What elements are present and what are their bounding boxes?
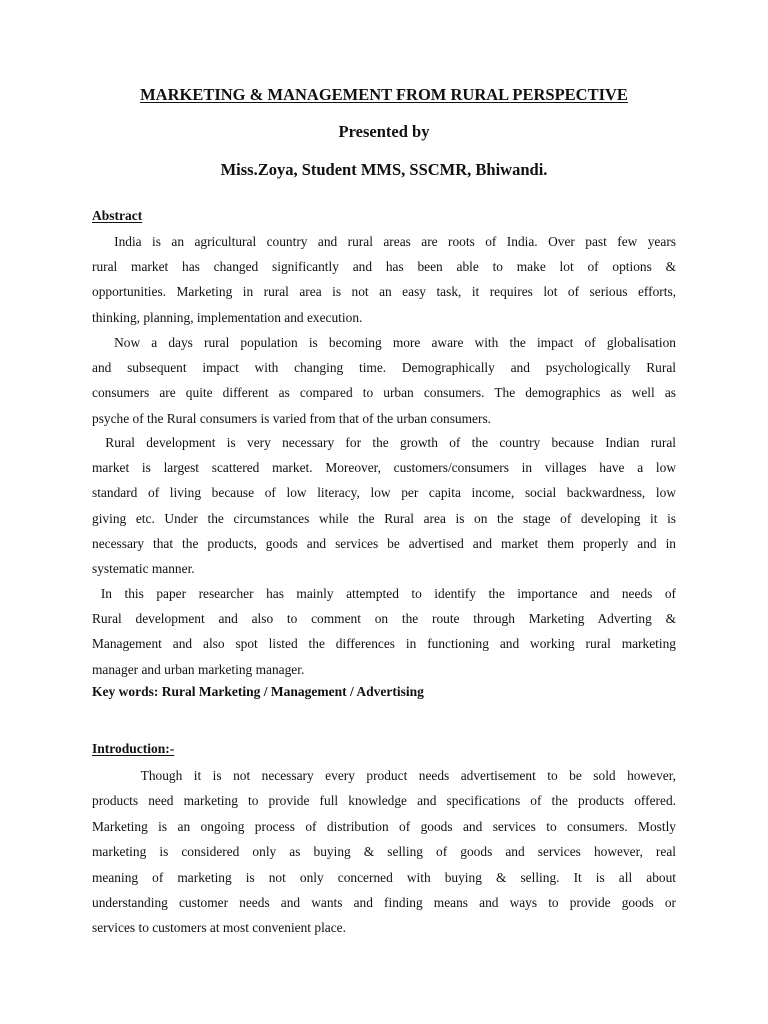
text-line: systematic manner. [92, 560, 195, 576]
abstract-heading: Abstract [92, 208, 143, 223]
text-line: and subsequent impact with changing time. Demographically and psychologically Rural [92, 360, 676, 376]
text-line: marketing is considered only as buying & selling of goods and services however, real [92, 844, 676, 860]
abstract-paragraph [92, 581, 676, 682]
text-line: Management and also spot listed the differences in functioning and working rural marketing [92, 636, 676, 652]
text-line: standard of living because of low literacy, low per capita income, social backwardness, low [92, 485, 676, 501]
text-line: products need marketing to provide full knowledge and specifications of the products offered. [92, 793, 676, 809]
text-line: Rural development and also to comment on the route through Marketing Adverting & [92, 611, 676, 627]
text-line: manager and urban marketing manager. [92, 661, 305, 677]
text-line: India is an agricultural country and rural areas are roots of India. Over past few years [114, 234, 676, 249]
abstract-paragraph [92, 330, 676, 431]
author-line: Miss.Zoya, Student MMS, SSCMR, Bhiwandi. [220, 160, 548, 179]
text-line: thinking, planning, implementation and execution. [92, 309, 363, 325]
document-title: MARKETING & MANAGEMENT FROM RURAL PERSPECTIVE [140, 85, 628, 104]
abstract-paragraph [92, 430, 676, 581]
text-line: Though it is not necessary every product needs advertisement to be sold however, [140, 768, 676, 783]
text-line: opportunities. Marketing in rural area is not an easy task, it requires lot of serious efforts, [92, 284, 676, 300]
text-line: psyche of the Rural consumers is varied from that of the urban consumers. [92, 410, 492, 426]
presented-by-label: Presented by [338, 122, 430, 141]
text-line: Now a days rural population is becoming more aware with the impact of globalisation [114, 335, 676, 350]
text-line: consumers are quite different as compared to urban consumers. The demographics as well as [92, 385, 676, 401]
text-line: Marketing is an ongoing process of distribution of goods and services to consumers. Mostly [92, 818, 676, 834]
text-line: market is largest scattered market. Moreover, customers/consumers in villages have a low [92, 460, 676, 476]
text-line: In this paper researcher has mainly attempted to identify the importance and needs of [100, 586, 676, 601]
text-line: necessary that the products, goods and services be advertised and market them properly and in [92, 535, 676, 551]
text-line: understanding customer needs and wants and finding means and ways to provide goods or [92, 894, 676, 910]
abstract-paragraph [92, 229, 676, 330]
text-line: Rural development is very necessary for the growth of the country because Indian rural [105, 435, 676, 450]
introduction-paragraph [92, 763, 676, 941]
text-line: services to customers at most convenient place. [92, 920, 346, 936]
text-line: giving etc. Under the circumstances while the Rural area is on the stage of developing it is [92, 510, 676, 526]
text-line: meaning of marketing is not only concerned with buying & selling. It is all about [92, 869, 676, 885]
text-line: rural market has changed significantly and has been able to make lot of options & [92, 259, 676, 275]
keywords-line: Key words: Rural Marketing / Management / Advertising [92, 684, 424, 699]
introduction-heading: Introduction:- [92, 741, 175, 756]
